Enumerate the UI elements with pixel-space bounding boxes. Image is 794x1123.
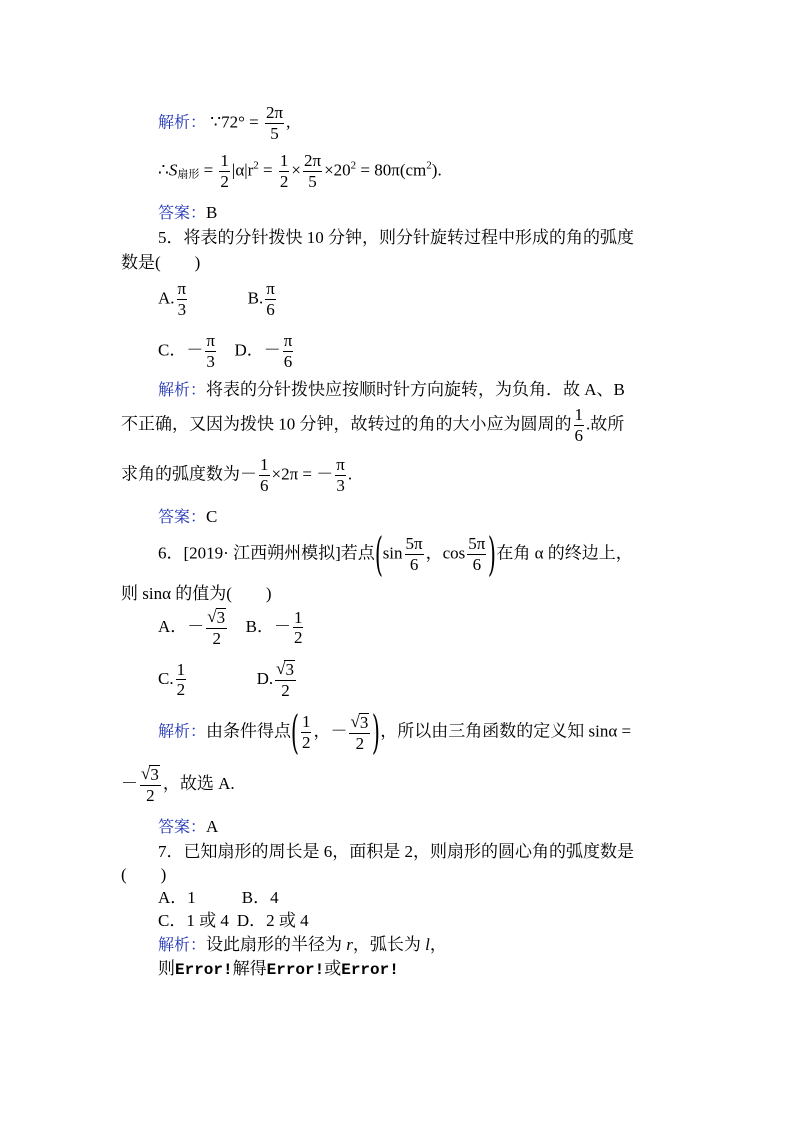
answer-value: B — [206, 203, 218, 222]
solution-line-2: ∴S扇形 = $\frac{1}{2}$ $|\alpha|r^2$ = $\frac{1}{2}$ × $\frac{2\pi}{5}$ $\times 20^2 = 80\pi(cm^2)$. — [158, 151, 442, 191]
q6-stem: 6．[2019· 江西朔州模拟]若点(sin $\frac{5\pi}{6}$ ，cos $\frac{5\pi}{6}$ )在角 α 的终边上， — [158, 527, 633, 581]
option-c: C．－ — [158, 340, 204, 360]
fraction: $\frac{2\pi}{5}$ — [265, 103, 284, 143]
q7-options-cd — [158, 912, 309, 929]
q6-analysis-2: － √ 3 2 ，故选 A. — [121, 764, 235, 805]
q5-options-ab: A. $\frac{\pi}{3}$ B. $\frac{\pi}{6}$ — [158, 279, 275, 319]
answer-line: 答案：C — [158, 507, 218, 526]
q5-analysis-3: 求角的弧度数为－ $\frac{1}{6}$ ×2π = － $\frac{\pi}{3}$ . — [121, 455, 353, 495]
q5-stem: 5．将表的分针拨快 10 分钟，则分针旋转过程中形成的角的弧度 — [158, 228, 634, 247]
q7-options-ab — [158, 889, 279, 906]
option-a: A．1 — [158, 888, 196, 907]
option-c: C. — [158, 668, 174, 688]
option-c: C．1 或 4 — [158, 911, 229, 930]
option-d: D．－ — [234, 340, 281, 360]
q6-analysis-1: 解析：由条件得点( $\frac{1}{2}$ ，－ √ 3 2 )，所以由三角函数的定义知 sinα = — [158, 705, 632, 759]
q7-stem: 7．已知扇形的周长是 6，面积是 2，则扇形的圆心角的弧度数是 — [158, 842, 634, 861]
q6-options-cd: C. $\frac{1}{2}$ D. √ 3 2 — [158, 659, 294, 700]
q6-stem-cont: 则 sinα 的值为( ) — [121, 584, 272, 603]
answer-line: 答案：B — [158, 203, 218, 222]
answer-line: 答案：A — [158, 817, 219, 836]
error-text: Error! — [266, 961, 325, 979]
daan-label: 答案 — [158, 203, 191, 222]
solution-line-1: 解析： ∵72° = $\frac{2\pi}{5}$ , — [158, 103, 291, 143]
q5-analysis-2: 不正确，又因为拨快 10 分钟，故转过的角的大小应为圆周的 $\frac{1}{6}$ .故所 — [121, 405, 625, 445]
option-b: B. — [247, 288, 264, 308]
error-text: Error! — [175, 961, 233, 979]
option-d: D. — [256, 668, 274, 688]
option-b: B．－ — [245, 616, 291, 636]
q5-options-cd: C．－ $\frac{\pi}{3}$ D．－ $\frac{\pi}{6}$ — [158, 331, 293, 371]
error-text: Error! — [341, 961, 399, 979]
q5-stem-cont: 数是( ) — [121, 253, 201, 272]
q6-options-ab: A．－ √ 3 2 B．－ $\frac{1}{2}$ — [158, 607, 303, 648]
option-a: A. — [158, 288, 175, 308]
jiexi-label: 解析 — [158, 112, 191, 132]
q7-analysis-1: 解析：设此扇形的半径为 r，弧长为 l， — [158, 935, 447, 954]
q7-stem-cont: ( ) — [121, 865, 167, 884]
option-b: B．4 — [241, 888, 279, 907]
option-a: A．－ — [158, 616, 205, 636]
q7-analysis-2: 则Error!解得Error!或Error! — [158, 959, 399, 979]
q5-analysis-1: 解析：将表的分针拨快应按顺时针方向旋转，为负角．故 A、B — [158, 380, 625, 399]
option-d: D．2 或 4 — [236, 911, 309, 930]
